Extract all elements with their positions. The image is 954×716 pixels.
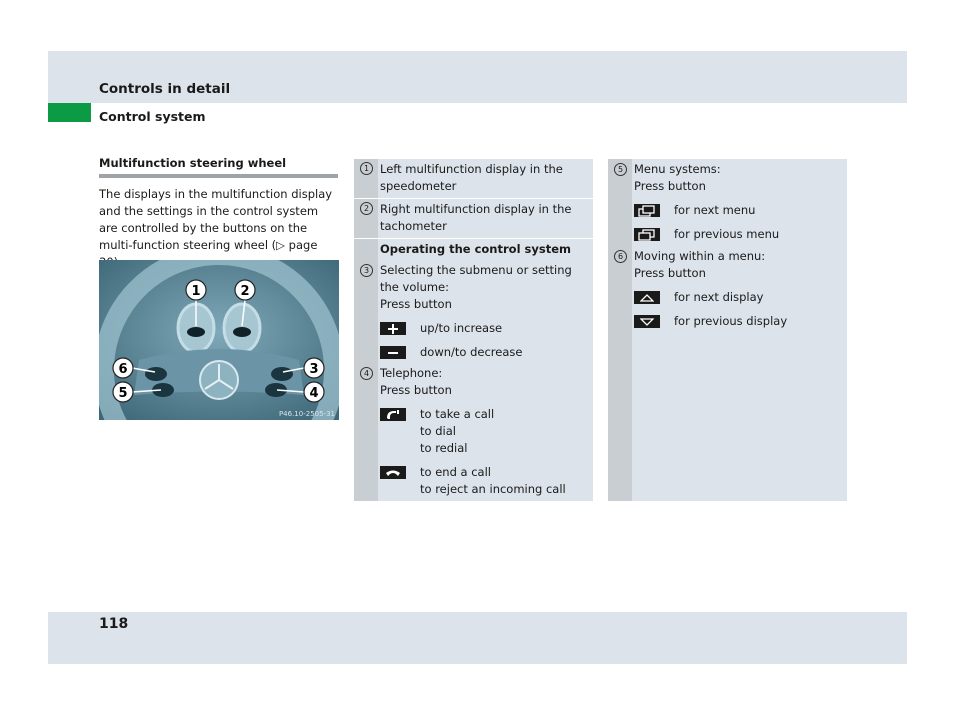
item-line: Press button [380, 383, 452, 397]
button-label: to end a call [420, 465, 491, 479]
table-row [354, 159, 593, 199]
button-label: for previous menu [674, 227, 780, 241]
down-arrow-icon [634, 315, 660, 328]
item-text: Left multifunction display in the speedometer [380, 162, 563, 193]
item-number: 2 [360, 202, 373, 215]
item-5 [617, 161, 843, 243]
button-label: to take a call [420, 407, 495, 421]
phone-pickup-icon [380, 408, 406, 421]
steering-wheel-illustration [99, 260, 339, 420]
next-menu-icon [634, 204, 660, 217]
plus-icon [380, 322, 406, 335]
button-label: up/to increase [420, 321, 503, 335]
item-3 [363, 262, 589, 361]
item-line: Press button [634, 266, 706, 280]
table-row [354, 239, 593, 501]
button-row [380, 320, 589, 337]
intro-heading: Multifunction steering wheel [99, 156, 338, 178]
callout-3: 3 [309, 362, 319, 377]
table-row [354, 199, 593, 239]
footer-band [48, 612, 907, 664]
button-label: for next display [674, 290, 764, 304]
button-row [634, 202, 843, 219]
item-line: Moving within a menu: [634, 249, 766, 263]
table-menu-controls [608, 159, 847, 501]
button-label: for next menu [674, 203, 756, 217]
callout-6: 6 [118, 362, 128, 377]
intro-body [99, 186, 339, 271]
section-marker [48, 103, 91, 122]
button-row [634, 313, 843, 330]
item-number: 5 [614, 163, 627, 176]
table-row [608, 159, 847, 333]
button-row [634, 289, 843, 306]
previous-menu-icon [634, 228, 660, 241]
callout-1: 1 [191, 284, 201, 299]
button-label: for previous display [674, 314, 788, 328]
button-row [634, 226, 843, 243]
button-label: to reject an incoming call [420, 482, 566, 496]
intro-paragraph: The displays in the multifunction display and the settings in the control system are controlled by the buttons on the multi-function steering wheel (▷ page [99, 187, 333, 252]
item-line: Press button [634, 179, 706, 193]
figure-ref-code: P46.10-2505-31 [278, 410, 335, 418]
callout-2: 2 [240, 284, 250, 299]
button-label: to dial [420, 424, 456, 438]
subsection-title: Control system [99, 109, 206, 124]
item-line: Selecting the submenu or setting the volume: [380, 263, 572, 294]
phone-hangup-icon [380, 466, 406, 479]
up-arrow-icon [634, 291, 660, 304]
minus-icon [380, 346, 406, 359]
button-row [380, 464, 589, 498]
button-row [380, 344, 589, 361]
callout-4: 4 [309, 386, 319, 401]
callout-5: 5 [118, 386, 128, 401]
operating-heading: Operating the control system [380, 242, 571, 256]
steering-wheel-figure [99, 260, 339, 420]
item-line: Telephone: [380, 366, 443, 380]
item-4 [363, 365, 589, 498]
item-number: 1 [360, 162, 373, 175]
table-display-and-controls [354, 159, 593, 501]
item-line: Press button [380, 297, 452, 311]
item-6 [617, 248, 843, 330]
item-line: Menu systems: [634, 162, 721, 176]
page-number: 118 [99, 616, 129, 632]
button-row [380, 406, 589, 457]
item-number: 6 [614, 250, 627, 263]
button-label: down/to decrease [420, 345, 523, 359]
item-number: 3 [360, 264, 373, 277]
item-text: Right multifunction display in the tachometer [380, 202, 572, 233]
item-number: 4 [360, 367, 373, 380]
section-title: Controls in detail [99, 81, 231, 97]
button-label: to redial [420, 441, 468, 455]
